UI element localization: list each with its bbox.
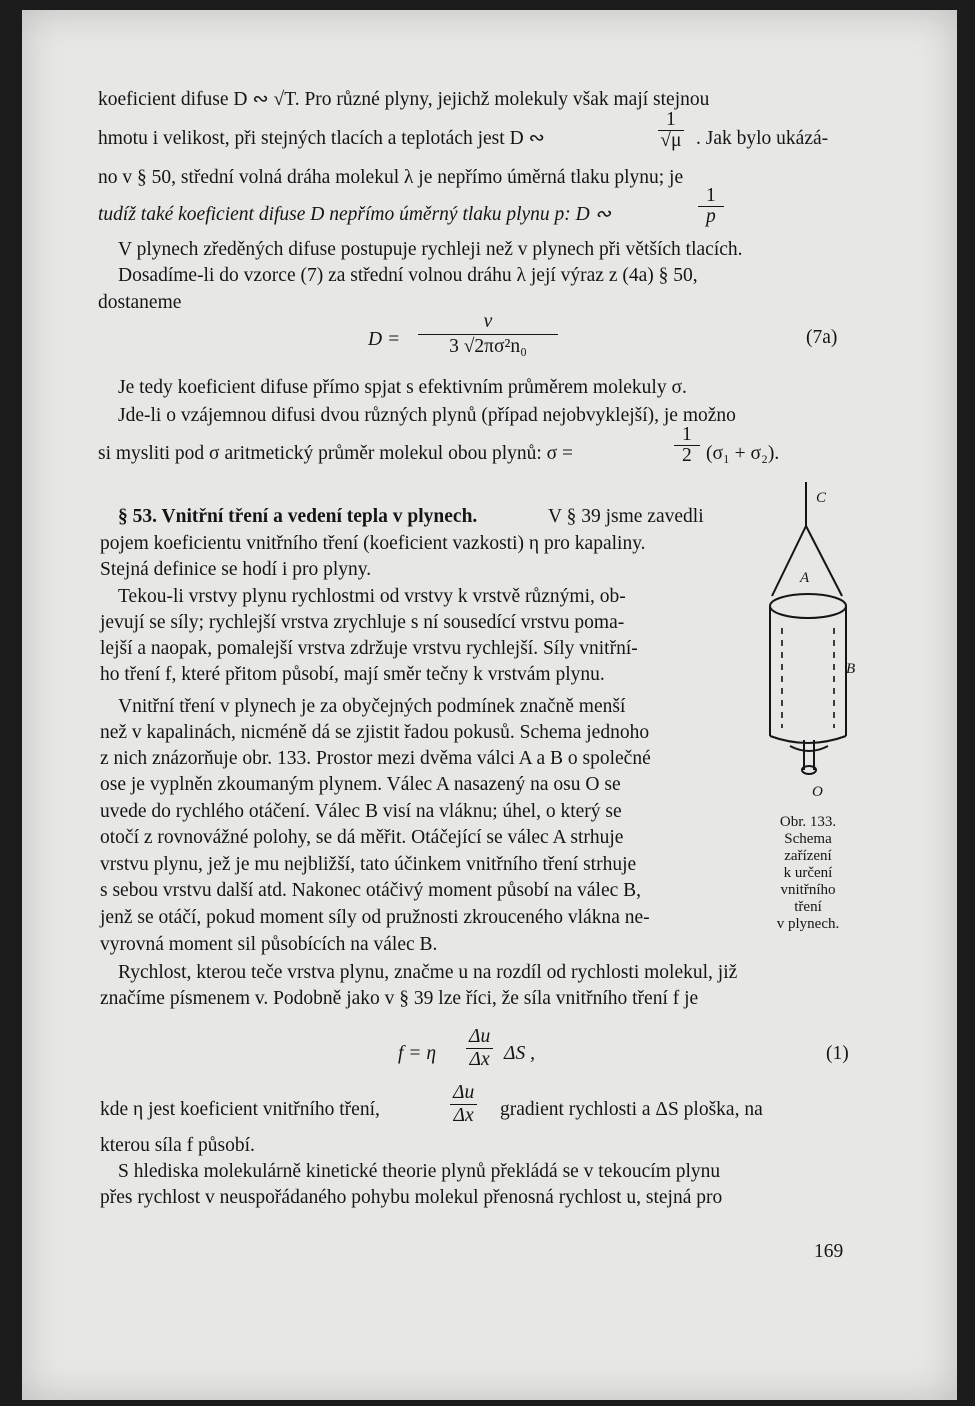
equation-1-lhs: f = η [398, 1043, 437, 1064]
text-line: přes rychlost v neuspořádaného pohybu molekul přenosná rychlost u, stejná pro [100, 1187, 723, 1208]
text-line: Stejná definice se hodí i pro plyny. [100, 559, 372, 580]
text-line: pojem koeficientu vnitřního tření (koeficient vazkosti) η pro kapaliny. [100, 533, 646, 554]
text-line: V plynech zředěných difuse postupuje rychleji než v plynech při větších tlacích. [118, 239, 743, 260]
text-line: vrstvu plynu, jež je mu nejbližší, tato účinkem vnitřního tření strhuje [100, 854, 637, 875]
equation-7a-lhs: D = [368, 329, 401, 350]
text-line: Jde-li o vzájemnou difusi dvou různých plynů (případ nejobvyklejší), je možno [118, 405, 736, 426]
text-line: jenž se otáčí, pokud moment síly od pružnosti zkrouceného vlákna ne- [100, 907, 650, 928]
equation-7a-tag: (7a) [806, 327, 838, 348]
text-line: z nich znázorňuje obr. 133. Prostor mezi dvěma válci A a B o společné [100, 748, 651, 769]
text-line: gradient rychlosti a ΔS ploška, na [500, 1099, 763, 1120]
figure-133 [760, 478, 860, 798]
inline-fraction: 1 2 [674, 425, 700, 466]
text-line: tudíž také koeficient difuse D nepřímo úměrný tlaku plynu p: D ∾ [98, 204, 611, 225]
text-line: . Jak bylo ukázá- [696, 128, 829, 149]
text-line: si mysliti pod σ aritmetický průměr molekul obou plynů: σ = [98, 443, 574, 464]
text-line: než v kapalinách, nicméně dá se zjistit řadou pokusů. Schema jednoho [100, 722, 650, 743]
text-line: kde η jest koeficient vnitřního tření, [100, 1099, 380, 1120]
text-line: dostaneme [98, 292, 182, 313]
text-line: Vnitřní tření v plynech je za obyčejných podmínek značně menší [118, 696, 626, 717]
page-number: 169 [814, 1241, 844, 1262]
equation-1-tag: (1) [826, 1043, 849, 1064]
text-line: vyrovná moment sil působících na válec B. [100, 934, 438, 955]
cylinder-b-bottom [770, 736, 846, 743]
text-line: koeficient difuse D ∾ √T. Pro různé plyny, jejichž molekuly však mají stejnou [98, 89, 710, 110]
label-a: A [800, 570, 810, 586]
inline-fraction: Δu Δx [450, 1082, 477, 1127]
text-line: značíme písmenem v. Podobně jako v § 39 lze říci, že síla vnitřního tření f je [100, 988, 699, 1009]
text-line: Tekou-li vrstvy plynu rychlostmi od vrstvy k vrstvě různými, ob- [118, 586, 626, 607]
cylinder-a-dashes [782, 628, 834, 728]
figure-caption: Obr. 133. Schema zařízení k určení vnitřního tření v plynech. [776, 814, 840, 932]
text-line: Dosadíme-li do vzorce (7) za střední volnou dráhu λ její výraz z (4a) § 50, [118, 265, 698, 286]
equation-1-rhs: ΔS , [504, 1043, 535, 1064]
equation-7a-fraction: v 3 √2πσ²n₀ [418, 310, 558, 359]
text-line: otočí z rovnovážné polohy, se dá měřit. Otáčející se válec A strhuje [100, 827, 624, 848]
section-heading: § 53. Vnitřní tření a vedení tepla v plynech. [118, 506, 478, 527]
inline-fraction: 1 √μ [658, 110, 684, 151]
text-line: V § 39 jsme zavedli [548, 506, 704, 527]
text-line: s sebou vrstvu další atd. Nakonec otáčivý moment působí na válec B, [100, 880, 642, 901]
text-line: uvede do rychlého otáčení. Válec B visí na vláknu; úhel, o který se [100, 801, 622, 822]
axle-collar [790, 746, 828, 751]
label-c: C [816, 490, 827, 506]
text-line: lejší a naopak, pomalejší vrstva zdržuje vrstvu rychlejší. Síly vnitřní- [100, 638, 638, 659]
text-line: ose je vyplněn zkoumaným plynem. Válec A nasazený na osu O se [100, 774, 621, 795]
text-line: S hlediska molekulárně kinetické theorie plynů překládá se v tekoucím plynu [118, 1161, 721, 1182]
text-line: Rychlost, kterou teče vrstva plynu, značme u na rozdíl od rychlosti molekul, již [118, 962, 738, 983]
equation-1-fraction: Δu Δx [466, 1026, 493, 1071]
text-line: Je tedy koeficient difuse přímo spjat s efektivním průměrem molekuly σ. [118, 377, 687, 398]
cylinder-b-top [770, 594, 846, 618]
text-line: kterou síla f působí. [100, 1135, 255, 1156]
text-line: jevují se síly; rychlejší vrstva zrychluje s ní sousedící vrstvu poma- [100, 612, 625, 633]
text-line: (σ₁ + σ₂). [706, 443, 780, 464]
label-b: B [846, 661, 856, 677]
text-line: no v § 50, střední volná dráha molekul λ je nepřímo úměrná tlaku plynu; je [98, 167, 684, 188]
text-line: hmotu i velikost, při stejných tlacích a teplotách jest D ∾ [98, 128, 545, 149]
label-o: O [812, 784, 823, 798]
inline-fraction: 1 p [698, 186, 724, 227]
text-line: ho tření f, které přitom působí, mají směr tečny k vrstvám plynu. [100, 664, 605, 685]
